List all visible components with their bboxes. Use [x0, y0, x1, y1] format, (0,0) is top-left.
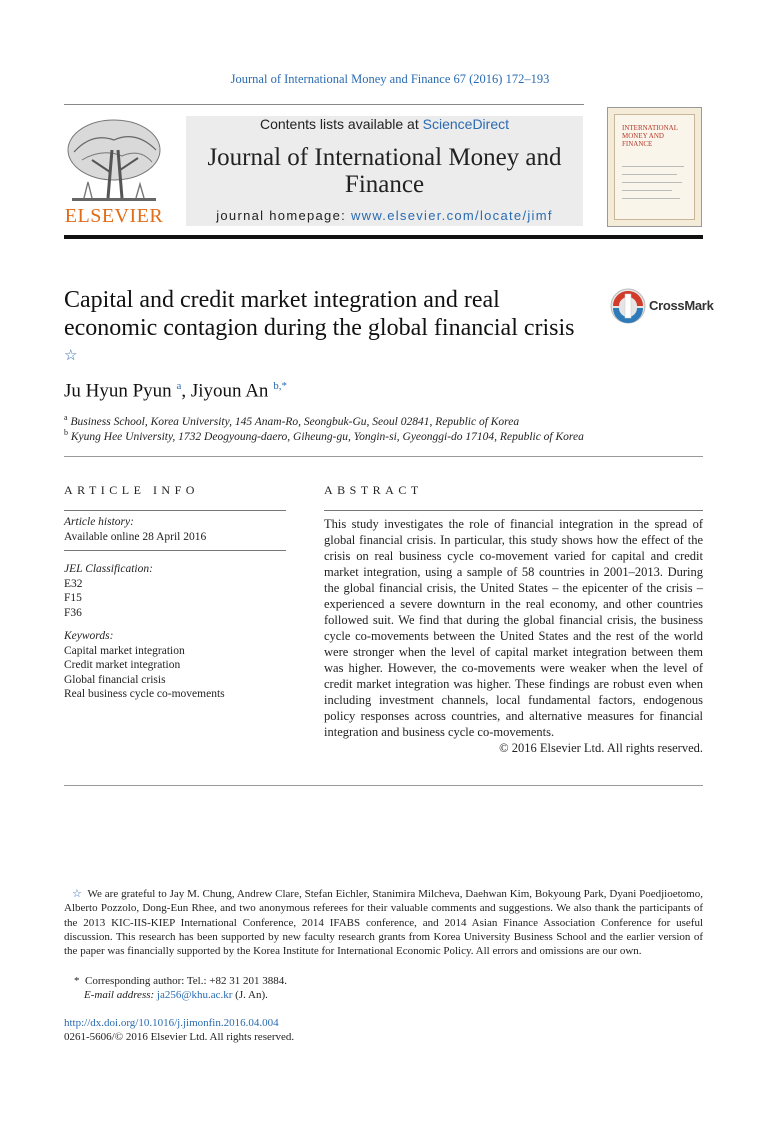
- keywords: [64, 629, 286, 702]
- cover-decoration: [622, 198, 680, 199]
- abstract-heading: ABSTRACT: [324, 483, 423, 497]
- article-title-text: Capital and credit market integration and real economic contagion during the global financial crisis: [64, 287, 575, 341]
- affiliation-text: Business School, Korea University, 145 Anam-Ro, Seongbuk-Gu, Seoul 02841, Republic of Korea: [70, 415, 520, 428]
- affiliation: [64, 413, 519, 428]
- article-info-heading: ARTICLE INFO: [64, 483, 199, 497]
- acknowledgement-text: We are grateful to Jay M. Chung, Andrew Clare, Stefan Eichler, Stanimira Milcheva, Daehwan Kim, Bokyoung Park, Dyani Poedjioetomo, Alberto Pozzolo, Dong-Eun Rhee, and two anonymous referees for their valuable comments and suggestions. We also thank the participants of the 2013 KIC-IIS-KIEP International Conference, 2014 IFABS conference, and 2014 Asian Finance Association Conference for useful discussion. This research has been supported by new faculty research grants from Korea University Business School and the earlier version of the paper was financially supported by the Korea Institute for International Economic Policy. All errors and omissions are our own.: [64, 888, 703, 958]
- section-divider: [64, 456, 703, 457]
- keyword: Global financial crisis: [64, 673, 166, 686]
- affiliation-mark: b: [64, 428, 68, 437]
- author-affiliation-link[interactable]: a: [176, 380, 182, 392]
- jel-classification: [64, 562, 286, 620]
- keyword: Real business cycle co-movements: [64, 688, 225, 700]
- cover-decoration: [622, 190, 672, 191]
- article-info-rule: [64, 510, 286, 511]
- corresponding-author-note: [64, 974, 703, 988]
- keywords-label: Keywords:: [64, 630, 114, 642]
- article-info-rule: [64, 550, 286, 551]
- email-label: E-mail address:: [84, 989, 155, 1001]
- jel-label: JEL Classification:: [64, 563, 153, 575]
- abstract-text: This study investigates the role of financial integration in the spread of global financial crisis. In particular, this study shows how the effect of the crisis on real business cycle co-movement varied for capital and credit market integration, using a sample of 58 countries in 2001–2013. During the global financial crisis, the United States – the epicenter of the crisis – experienced a severe downturn in the real economy, and other countries followed suit. We find that during the global financial crisis, the business cycle co-movements between the United States and the rest of the world were stronger when the level of capital market integration between them was higher. However, the co-movements were weaker when the level of credit market integration was higher. These findings are robust even when including investment channels, local fundamental factors, endogenous policy responses across countries, and alternative measures for financial integration and business cycle co-movements.: [324, 517, 703, 739]
- header-thick-rule: [64, 235, 703, 239]
- corresponding-mark: *: [74, 975, 80, 987]
- journal-citation-link[interactable]: Journal of International Money and Finance 67 (2016) 172–193: [230, 72, 550, 86]
- issn-copyright: 0261-5606/© 2016 Elsevier Ltd. All rights reserved.: [64, 1031, 295, 1043]
- history-label: Article history:: [64, 516, 134, 528]
- cover-decoration: [622, 182, 682, 183]
- article-title: [64, 286, 584, 376]
- cover-title: INTERNATIONAL MONEY AND FINANCE: [622, 124, 678, 148]
- jel-code: F15: [64, 592, 82, 604]
- affiliation-text: Kyung Hee University, 1732 Deogyoung-daero, Giheung-gu, Yongin-si, Gyeonggi-do 17104, Republic of Korea: [70, 430, 584, 443]
- journal-homepage-line: [186, 208, 583, 223]
- contents-prefix: Contents lists available at: [259, 116, 419, 132]
- journal-homepage-link[interactable]: www.elsevier.com/locate/jimf: [350, 208, 553, 223]
- section-divider: [64, 785, 703, 786]
- jel-code: F36: [64, 606, 82, 619]
- acknowledgement-footnote: [64, 887, 703, 958]
- cover-decoration: [622, 174, 677, 175]
- journal-title: Journal of International Money and Finance: [207, 144, 562, 198]
- affiliation: [64, 428, 584, 443]
- abstract-rule: [324, 510, 703, 511]
- jel-code: E32: [64, 577, 83, 590]
- corresponding-text: Corresponding author: Tel.: +82 31 201 3884.: [85, 975, 287, 987]
- keyword: Capital market integration: [64, 644, 185, 657]
- homepage-prefix: journal homepage:: [216, 208, 347, 223]
- abstract-copyright: © 2016 Elsevier Ltd. All rights reserved.: [499, 741, 703, 755]
- cover-decoration: [622, 166, 684, 167]
- article-history: [64, 515, 286, 544]
- crossmark-label[interactable]: CrossMark: [649, 298, 714, 313]
- sciencedirect-link[interactable]: ScienceDirect: [422, 116, 510, 132]
- history-value: Available online 28 April 2016: [64, 530, 207, 543]
- author-line: [64, 380, 287, 402]
- author-separator: ,: [181, 380, 187, 402]
- doi-link[interactable]: http://dx.doi.org/10.1016/j.jimonfin.2016.04.004: [64, 1017, 279, 1029]
- author-affiliation-link[interactable]: b,*: [273, 380, 287, 392]
- affiliation-mark: a: [64, 413, 68, 422]
- email-note: [64, 988, 703, 1002]
- acknowledgement-star-icon: ☆: [72, 888, 82, 900]
- contents-line: [186, 116, 583, 132]
- keyword: Credit market integration: [64, 659, 181, 671]
- email-suffix: (J. An).: [235, 989, 268, 1001]
- author-name: Ju Hyun Pyun: [64, 380, 172, 402]
- header-rule: [64, 104, 584, 105]
- title-footnote-star-icon[interactable]: ☆: [64, 348, 78, 364]
- email-link[interactable]: ja256@khu.ac.kr: [156, 989, 233, 1001]
- journal-cover-thumbnail: [607, 107, 702, 227]
- elsevier-wordmark: ELSEVIER: [64, 205, 164, 227]
- abstract-body: [324, 516, 703, 756]
- author-name: Jiyoun An: [190, 380, 269, 402]
